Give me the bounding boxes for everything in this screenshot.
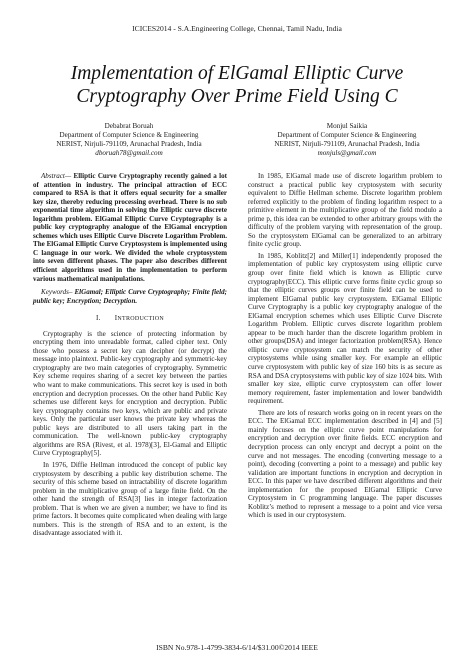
- keywords-text: ElGamal; Elliptic Curve Cryptography; Finite field; public key; Encryption; Decryption.: [33, 288, 227, 305]
- section-number: I.: [96, 314, 101, 323]
- intro-paragraph-2: In 1976, Diffie Hellman introduced the concept of public key cryptosystem by describing a public key distribution scheme. The security of this scheme based on intractability of discrete logarithm problem in the multiplicative group of a large finite field. On the other hand the strength of RSA[3] lies in integer factorization problem. That is when we are given a number; we have to find its prime factors. It becomes quite complicated when dealing with large numbers. This is the strength of RSA and to an extent, is the disadvantage associated with it.: [33, 460, 227, 538]
- author-dept: Department of Computer Science & Engineering: [59, 130, 199, 139]
- author-block-2: [252, 122, 442, 158]
- section-title-rest: NTRODUCTION: [117, 316, 164, 323]
- intro-paragraph-3: In 1985, ElGamal made use of discrete logarithm problem to construct a practical public key cryptosystem with security equivalent to Diffie Hellman scheme. Discrete logarithm problem referred explicitly to the problem of finding logarithm respect to a primitive element in the multiplicative group of the field modulo a prime p, this idea can be extended to other arbitrary groups with the difficulty of the problem varying with representation of the group. So the cryptosystem ElGamal can be generalized to an arbitrary finite cyclic group.: [248, 172, 442, 249]
- intro-paragraph-5: There are lots of research works going on in recent years on the ECC. The ElGamal ECC implementation described in [4] and [5] mainly focuses on the elliptic curve point manipulations for encryption and decryption over finite fields. ECC encryption and decryption process can only encrypt and decrypt a point on the curve and not messages. The encoding (converting message to a point), decoding (converting a point to a message) and public key validation are important functions in encryption and decryption in ECC. In this paper we have described different algorithms and their implementation for the proposed ElGamal Elliptic Curve Cryptosystem in C programming language. The paper discusses Koblitz’s method to represent a message to a point and vice versa which is used in our cryptosystem.: [248, 408, 442, 520]
- intro-paragraph-1: Cryptography is the science of protecting information by encrypting them into unreadable format, called cipher text. Only those who possess a secret key can decipher (or decrypt) the message into plaintext. Public-key cryptography and symmetric-key cryptography are two main categories of cryptography. Symmetric Key scheme requires sharing of a secret key between the parties who want to make communications. This secret key is used in both encryption and decryption processes. On the other hand Public Key schemes use different keys for encryption and decryption. Public key cryptography contains two keys, which are public and private keys. Only the particular user knows the private key whereas the public keys are distributed to all users taking part in the communication. The well-known public-key cryptography algorithms are RSA (Rivest, et al. 1978)[3], El-Gamal and Elliptic Curve Cryptography[5].: [33, 329, 227, 458]
- author-dept: Department of Computer Science & Engineering: [277, 130, 417, 139]
- abstract-text: Elliptic Curve Cryptography recently gained a lot of attention in industry. The principal attraction of ECC compared to RSA is that it offers equal security for a smaller key size, thereby reducing processing overhead. There is no sub exponential time algorithm in solving the Elliptic curve discrete logarithm problem. ElGamal Elliptic Curve Cryptography is a public key cryptography analogue of the ElGamal encryption schemes which uses Elliptic Curve Discrete Logarithm Problem. The ElGamal Elliptic Curve Cryptosystem is implemented using C language in our work. We divided the whole cryptosystem into seven different phases. The paper also describes different efficient algorithms used in the implementation to perform various mathematical manipulations.: [33, 172, 227, 283]
- author-affiliation: NERIST, Nirjuli-791109, Arunachal Pradesh, India: [274, 139, 420, 148]
- section-heading-introduction: [33, 314, 227, 324]
- author-name: Debabrat Boruah: [104, 122, 154, 130]
- section-title-first-letter: I: [114, 314, 118, 323]
- abstract-label: Abstract—: [41, 172, 72, 180]
- author-email[interactable]: dboruah78@gmail.com: [95, 148, 163, 157]
- right-column: [248, 172, 442, 523]
- title-line-2: Cryptography Over Prime Field Using C: [76, 86, 398, 107]
- abstract: [33, 172, 227, 283]
- isbn-footer: ISBN No.978-1-4799-3834-6/14/$31.00©2014 IEEE: [156, 643, 318, 652]
- conference-header: ICICES2014 - S.A.Engineering College, Chennai, Tamil Nadu, India: [132, 24, 342, 33]
- left-column: [33, 172, 227, 541]
- author-block-1: [34, 122, 224, 158]
- keywords: [33, 288, 227, 305]
- title-line-1: Implementation of ElGamal Elliptic Curve: [70, 63, 404, 84]
- keywords-label: Keywords–: [41, 288, 73, 297]
- author-name: Monjul Saikia: [326, 122, 368, 130]
- author-email[interactable]: monjuls@gmail.com: [317, 148, 377, 157]
- intro-paragraph-4: In 1985, Koblitz[2] and Miller[1] independently proposed the implementation of public key cryptosystem using elliptic curve group over finite field which is known as Elliptic curve cryptography(ECC). This elliptic curve forms finite cyclic group so that the elliptic curves groups over finite field can be used to implement ElGamal public key cryptosystem. ElGamal Elliptic Curve Cryptography is a public key cryptography analogue of the ElGamal encryption schemes which uses Elliptic Curve Discrete Logarithm Problem. Elliptic curves discrete logarithm problem appear to be much harder than the discrete logarithm problem in other groups(DSA) and integer factorization problem(RSA). Hence elliptic curve cryptosystem can match the security of other cryptosystems while using smaller key. For example an elliptic curve cryptosystem with public key of size 160 bits is as secure as RSA and DSA cryptosystems with public key of size 1024 bits. With smaller key size, elliptic curve cryptosystem can offer lower memory requirement, faster implementation and lower bandwidth requirement.: [248, 251, 442, 406]
- author-affiliation: NERIST, Nirjuli-791109, Arunachal Pradesh, India: [56, 139, 202, 148]
- paper-title: [30, 62, 444, 108]
